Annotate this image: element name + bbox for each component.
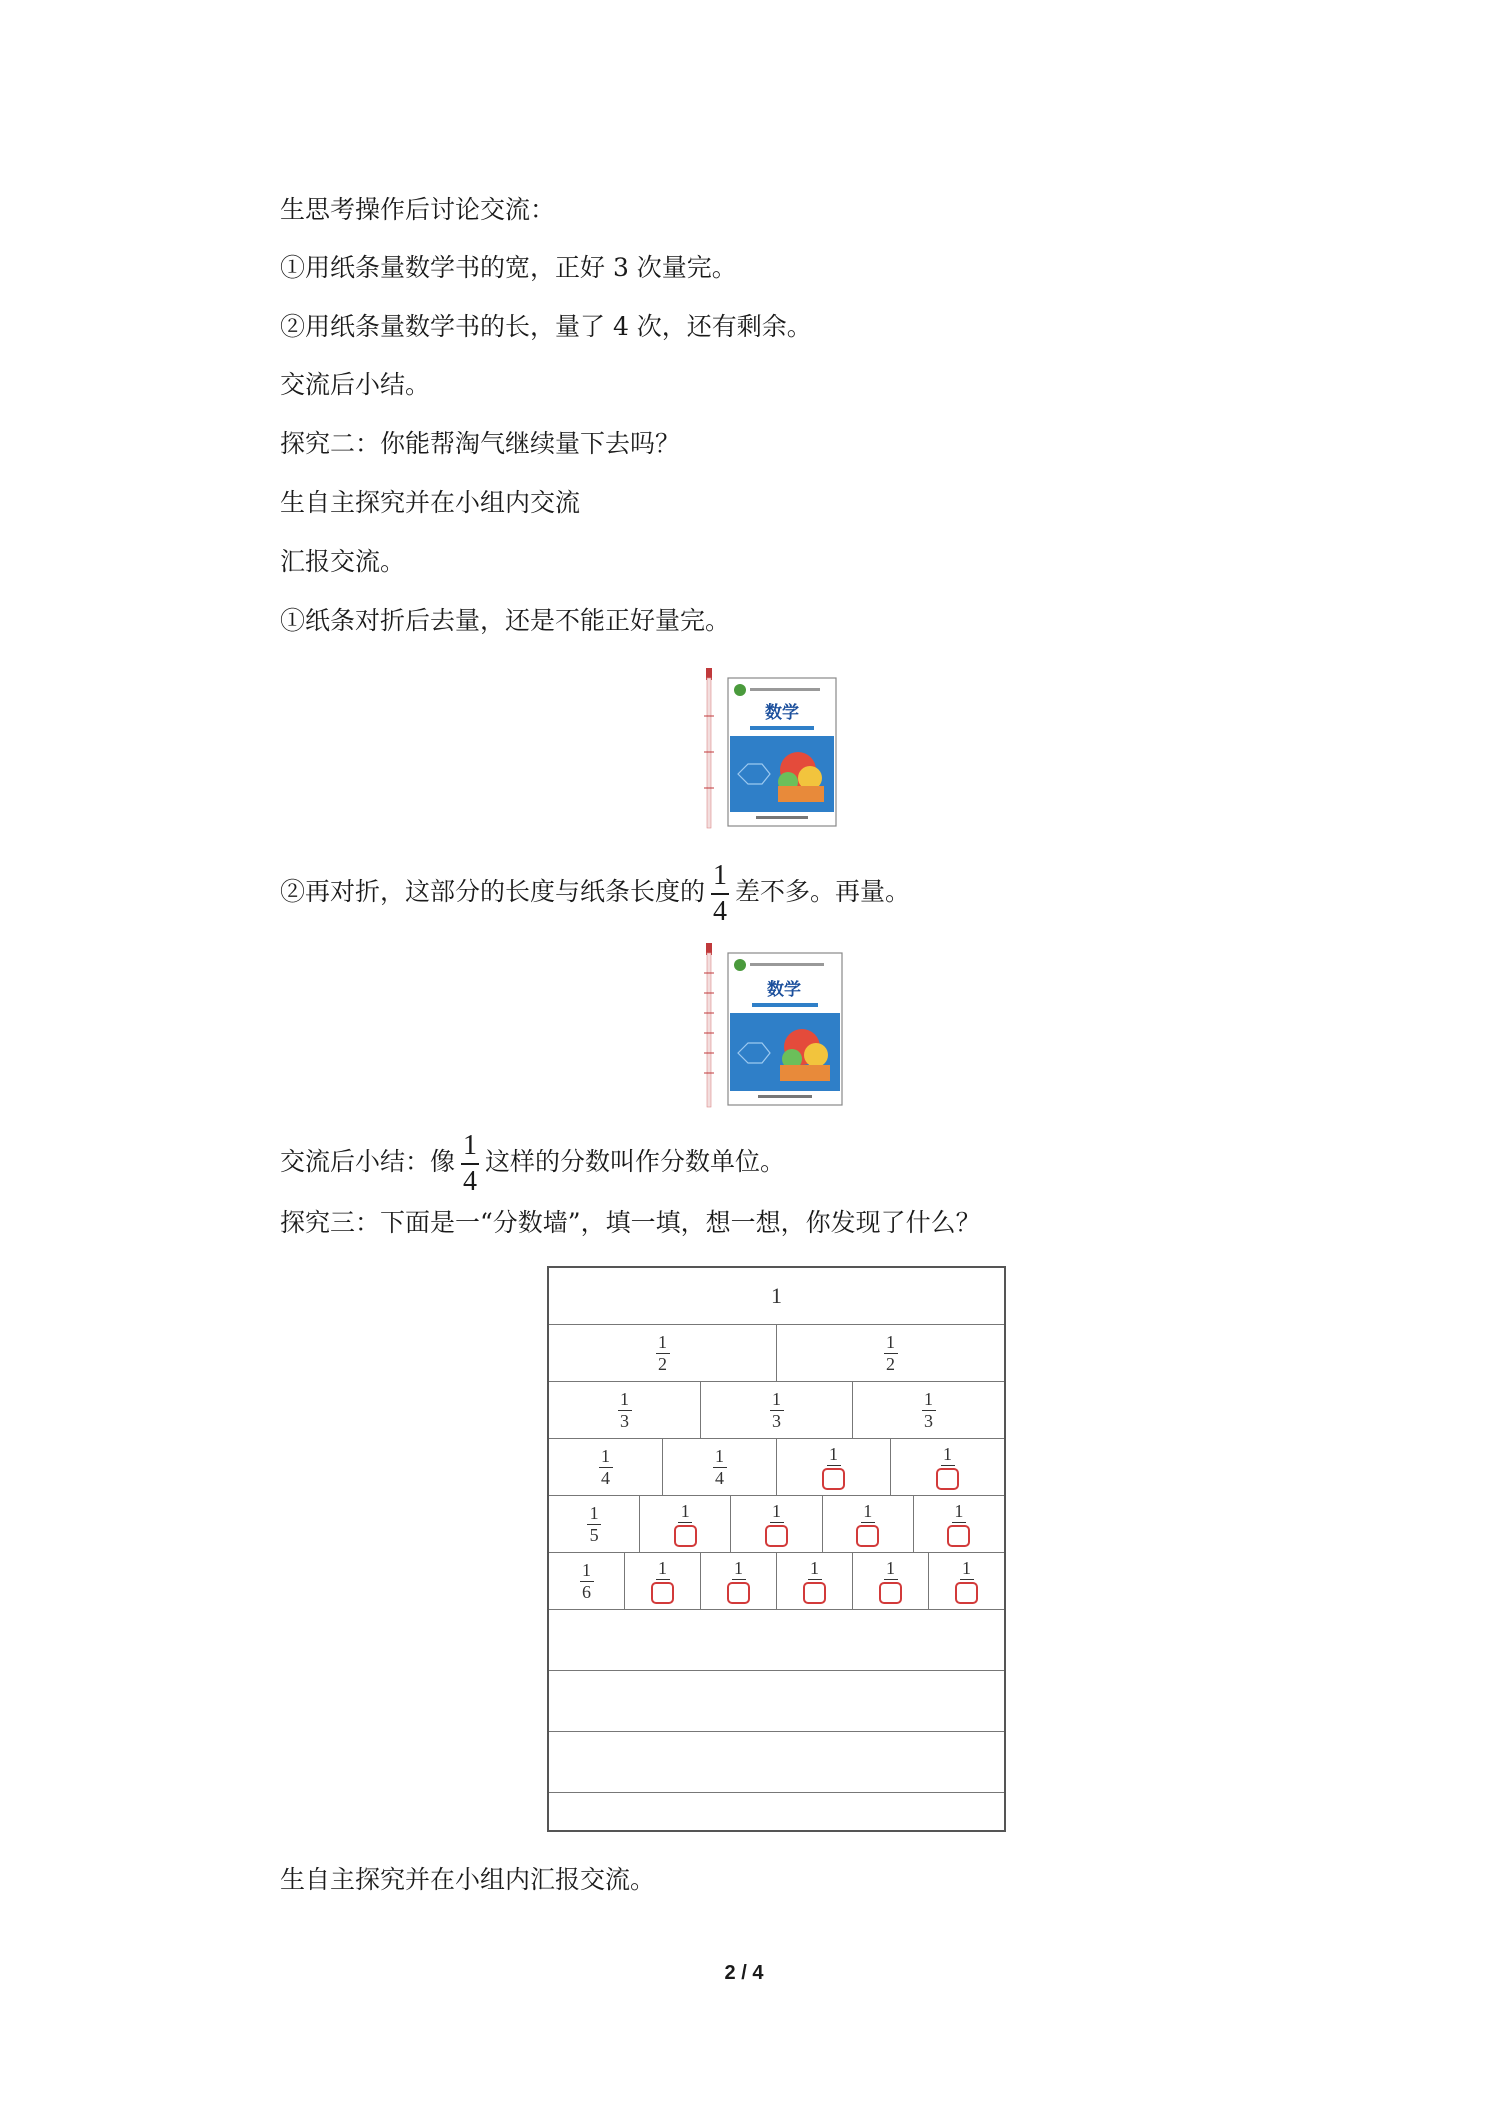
unit-fraction bbox=[803, 1559, 826, 1604]
book-title: 数学 bbox=[765, 703, 799, 723]
paragraph-3: ②用纸条量数学书的长，量了 4 次，还有剩余。 bbox=[280, 312, 812, 341]
paragraph-11: 探究三：下面是一“分数墙”，填一填，想一想，你发现了什么？ bbox=[280, 1208, 981, 1237]
fraction-numerator: 1 bbox=[601, 1445, 610, 1466]
unit-fraction bbox=[947, 1502, 970, 1547]
fraction-numerator: 1 bbox=[924, 1388, 933, 1409]
unit-fraction bbox=[856, 1502, 879, 1547]
fraction-numerator: 1 bbox=[658, 1331, 667, 1352]
fraction-bar bbox=[861, 1522, 875, 1523]
fraction-numerator: 1 bbox=[886, 1331, 895, 1352]
fraction-wall-cell bbox=[928, 1553, 1004, 1609]
unit-fraction bbox=[651, 1559, 674, 1604]
unit-fraction bbox=[922, 1390, 936, 1431]
book-title: 数学 bbox=[767, 980, 801, 1000]
fraction-wall-cell bbox=[549, 1496, 639, 1552]
denominator-blank-box[interactable] bbox=[879, 1582, 902, 1604]
unit-fraction bbox=[822, 1445, 845, 1490]
paragraph-10 bbox=[280, 1127, 785, 1197]
fraction-numerator: 1 bbox=[943, 1443, 952, 1464]
paragraph-9-text-before: ②再对折，这部分的长度与纸条长度的 bbox=[280, 877, 706, 906]
fraction-denominator: 5 bbox=[589, 1524, 599, 1545]
fraction-numerator: 1 bbox=[713, 859, 728, 891]
fraction-wall-cell bbox=[624, 1553, 700, 1609]
fraction-numerator: 1 bbox=[463, 1129, 478, 1161]
fraction-wall bbox=[547, 1266, 1006, 1832]
fraction-bar bbox=[884, 1579, 898, 1580]
paragraph-6: 生自主探究并在小组内交流 bbox=[280, 488, 581, 517]
denominator-blank-box[interactable] bbox=[955, 1582, 978, 1604]
fraction-denominator: 4 bbox=[463, 1165, 478, 1197]
paragraph-2: ①用纸条量数学书的宽，正好 3 次量完。 bbox=[280, 253, 737, 282]
unit-fraction bbox=[765, 1502, 788, 1547]
denominator-blank-box[interactable] bbox=[947, 1525, 970, 1547]
fraction-wall-cell bbox=[549, 1268, 1004, 1324]
fraction-denominator: 3 bbox=[924, 1410, 933, 1431]
unit-fraction bbox=[884, 1333, 898, 1374]
fraction-numerator: 1 bbox=[829, 1443, 838, 1464]
fraction-wall-cell bbox=[549, 1382, 700, 1438]
fraction-wall-cell bbox=[852, 1553, 928, 1609]
unit-fraction bbox=[936, 1445, 959, 1490]
fraction-wall-row bbox=[549, 1439, 1004, 1496]
paragraph-8: ①纸条对折后去量，还是不能正好量完。 bbox=[280, 606, 731, 635]
paragraph-5: 探究二：你能帮淘气继续量下去吗？ bbox=[280, 429, 681, 458]
fraction-wall-row-whole bbox=[549, 1268, 1004, 1325]
unit-fraction bbox=[879, 1559, 902, 1604]
denominator-blank-box[interactable] bbox=[765, 1525, 788, 1547]
fraction-bar bbox=[941, 1465, 955, 1466]
paragraph-7: 汇报交流。 bbox=[280, 547, 406, 576]
fraction-bar bbox=[678, 1522, 692, 1523]
fraction-wall-empty-row[interactable] bbox=[549, 1610, 1004, 1671]
fraction-one-quarter bbox=[461, 1131, 479, 1197]
fraction-bar bbox=[960, 1579, 974, 1580]
fraction-wall-cell bbox=[549, 1325, 776, 1381]
paragraph-4: 交流后小结。 bbox=[280, 370, 431, 399]
fraction-numerator: 1 bbox=[582, 1559, 591, 1580]
fraction-wall-cell bbox=[549, 1439, 662, 1495]
denominator-blank-box[interactable] bbox=[936, 1468, 959, 1490]
fraction-numerator: 1 bbox=[620, 1388, 629, 1409]
fraction-numerator: 1 bbox=[734, 1557, 743, 1578]
unit-fraction bbox=[656, 1333, 670, 1374]
fraction-bar bbox=[461, 1163, 479, 1165]
fraction-wall-cell bbox=[890, 1439, 1004, 1495]
fraction-numerator: 1 bbox=[589, 1502, 599, 1523]
fraction-numerator: 1 bbox=[715, 1445, 724, 1466]
fraction-numerator: 1 bbox=[772, 1500, 781, 1521]
fraction-denominator: 4 bbox=[715, 1467, 724, 1488]
fraction-denominator: 4 bbox=[713, 895, 728, 927]
unit-fraction bbox=[713, 1447, 727, 1488]
fraction-wall-cell bbox=[700, 1553, 776, 1609]
fraction-one-quarter bbox=[711, 861, 729, 927]
denominator-blank-box[interactable] bbox=[727, 1582, 750, 1604]
denominator-blank-box[interactable] bbox=[674, 1525, 697, 1547]
fraction-denominator: 6 bbox=[582, 1581, 591, 1602]
unit-fraction bbox=[587, 1504, 601, 1545]
page-number: 2 / 4 bbox=[724, 1962, 764, 1984]
fraction-denominator: 3 bbox=[620, 1410, 629, 1431]
fraction-numerator: 1 bbox=[772, 1388, 781, 1409]
fraction-numerator: 1 bbox=[658, 1557, 667, 1578]
unit-fraction bbox=[599, 1447, 613, 1488]
fraction-wall-empty-row[interactable] bbox=[549, 1671, 1004, 1732]
unit-fraction bbox=[955, 1559, 978, 1604]
paragraph-10-text-after: 这样的分数叫作分数单位。 bbox=[485, 1147, 786, 1176]
fraction-denominator: 3 bbox=[772, 1410, 781, 1431]
fraction-wall-cell bbox=[776, 1325, 1004, 1381]
fraction-numerator: 1 bbox=[962, 1557, 971, 1578]
denominator-blank-box[interactable] bbox=[651, 1582, 674, 1604]
book-figure-1 bbox=[700, 666, 840, 830]
fraction-numerator: 1 bbox=[954, 1500, 964, 1521]
fraction-bar bbox=[732, 1579, 746, 1580]
paragraph-12: 生自主探究并在小组内汇报交流。 bbox=[280, 1865, 656, 1894]
denominator-blank-box[interactable] bbox=[803, 1582, 826, 1604]
paragraph-9-text-after: 差不多。再量。 bbox=[735, 877, 911, 906]
fraction-bar bbox=[770, 1522, 784, 1523]
fraction-bar bbox=[656, 1579, 670, 1580]
unit-fraction bbox=[580, 1561, 594, 1602]
fraction-wall-row bbox=[549, 1325, 1004, 1382]
fraction-numerator: 1 bbox=[810, 1557, 819, 1578]
fraction-wall-row bbox=[549, 1553, 1004, 1610]
fraction-denominator: 2 bbox=[886, 1353, 895, 1374]
fraction-wall-empty-row[interactable] bbox=[549, 1793, 1004, 1830]
fraction-bar bbox=[827, 1465, 841, 1466]
denominator-blank-box[interactable] bbox=[856, 1525, 879, 1547]
unit-fraction bbox=[618, 1390, 632, 1431]
fraction-wall-cell bbox=[852, 1382, 1004, 1438]
fraction-wall-cell bbox=[662, 1439, 776, 1495]
fraction-wall-cell bbox=[730, 1496, 821, 1552]
book-with-strip-illustration bbox=[700, 666, 840, 830]
fraction-wall-row bbox=[549, 1496, 1004, 1553]
fraction-wall-cell bbox=[776, 1439, 890, 1495]
fraction-denominator: 2 bbox=[658, 1353, 667, 1374]
fraction-wall-cell bbox=[549, 1553, 624, 1609]
fraction-numerator: 1 bbox=[863, 1500, 873, 1521]
fraction-wall-cell bbox=[822, 1496, 913, 1552]
fraction-wall-cell bbox=[776, 1553, 852, 1609]
unit-fraction bbox=[727, 1559, 750, 1604]
fraction-denominator: 4 bbox=[601, 1467, 610, 1488]
book-with-folded-strip-illustration bbox=[700, 941, 846, 1109]
fraction-bar bbox=[808, 1579, 822, 1580]
paragraph-1: 生思考操作后讨论交流： bbox=[280, 195, 556, 224]
fraction-wall-row bbox=[549, 1382, 1004, 1439]
paragraph-9 bbox=[280, 857, 910, 927]
fraction-numerator: 1 bbox=[886, 1557, 895, 1578]
fraction-wall-cell bbox=[913, 1496, 1004, 1552]
fraction-wall-cell bbox=[700, 1382, 852, 1438]
fraction-wall-cell bbox=[639, 1496, 730, 1552]
unit-fraction bbox=[770, 1390, 784, 1431]
book-figure-2 bbox=[700, 941, 846, 1109]
fraction-wall-empty-row[interactable] bbox=[549, 1732, 1004, 1793]
denominator-blank-box[interactable] bbox=[822, 1468, 845, 1490]
fraction-bar bbox=[711, 893, 729, 895]
fraction-bar bbox=[952, 1522, 966, 1523]
whole-label: 1 bbox=[771, 1283, 782, 1308]
unit-fraction bbox=[674, 1502, 697, 1547]
paragraph-10-text-before: 交流后小结：像 bbox=[280, 1147, 456, 1176]
fraction-numerator: 1 bbox=[680, 1500, 690, 1521]
